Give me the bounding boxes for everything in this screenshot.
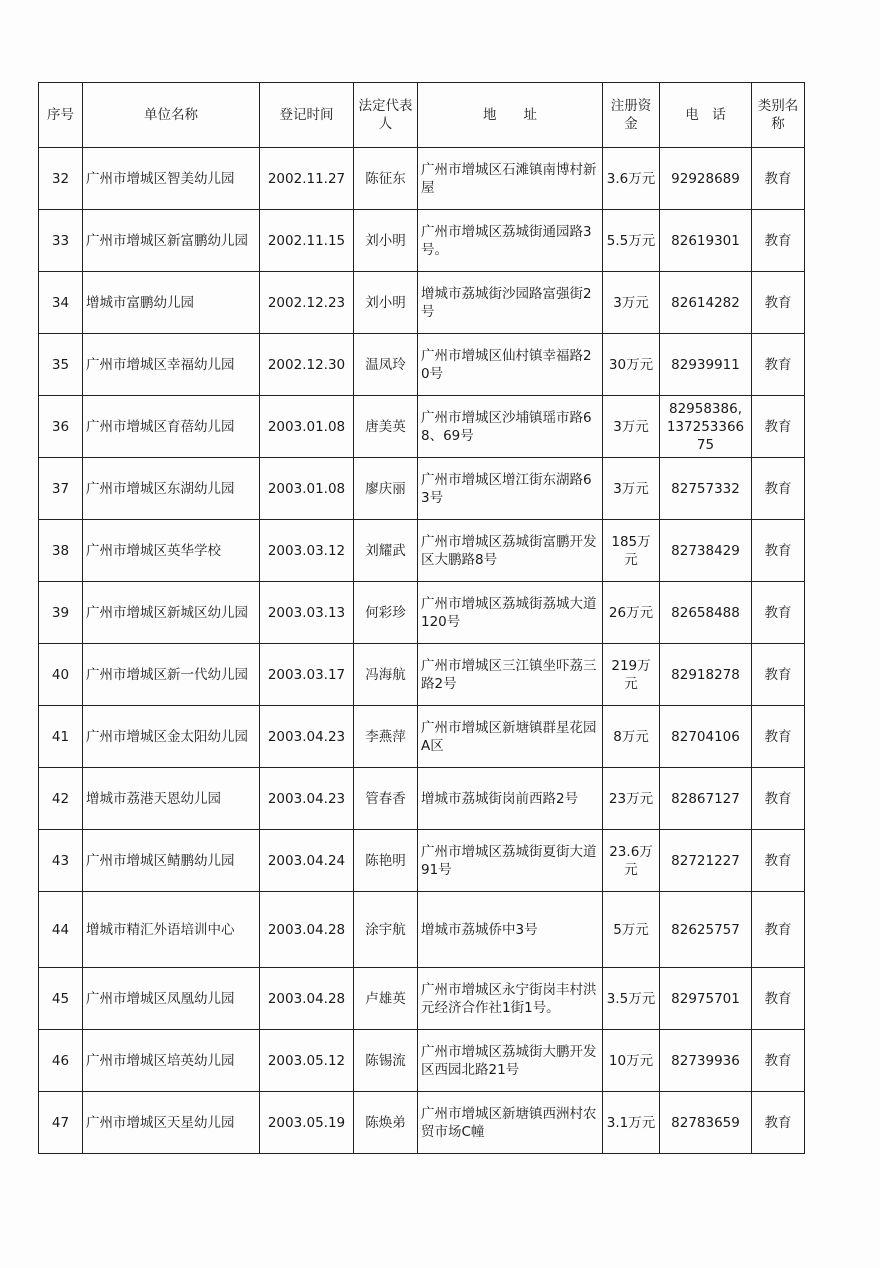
cell-index: 44 <box>39 892 83 968</box>
cell-legal-representative: 陈焕弟 <box>354 1092 418 1154</box>
table-row <box>39 706 805 768</box>
cell-registration-date: 2002.12.30 <box>260 334 354 396</box>
cell-phone: 82867127 <box>660 768 752 830</box>
cell-legal-representative: 刘耀武 <box>354 520 418 582</box>
table-row <box>39 1030 805 1092</box>
cell-category: 教育 <box>752 1092 805 1154</box>
cell-registration-date: 2003.04.23 <box>260 768 354 830</box>
cell-category: 教育 <box>752 272 805 334</box>
cell-address: 广州市增城区荔城街通园路3号。 <box>418 210 603 272</box>
cell-registered-capital: 5.5万元 <box>603 210 660 272</box>
cell-registered-capital: 3万元 <box>603 458 660 520</box>
cell-phone: 82918278 <box>660 644 752 706</box>
cell-unit-name: 广州市增城区幸福幼儿园 <box>83 334 260 396</box>
cell-index: 36 <box>39 396 83 458</box>
cell-category: 教育 <box>752 968 805 1030</box>
cell-legal-representative: 刘小明 <box>354 272 418 334</box>
header-address: 地 址 <box>418 83 603 148</box>
cell-phone: 82619301 <box>660 210 752 272</box>
cell-index: 40 <box>39 644 83 706</box>
cell-address: 广州市增城区仙村镇幸福路20号 <box>418 334 603 396</box>
cell-registration-date: 2003.01.08 <box>260 396 354 458</box>
header-row <box>39 83 805 148</box>
cell-registered-capital: 23万元 <box>603 768 660 830</box>
cell-unit-name: 广州市增城区东湖幼儿园 <box>83 458 260 520</box>
cell-address: 广州市增城区新塘镇西洲村农贸市场C幢 <box>418 1092 603 1154</box>
cell-index: 47 <box>39 1092 83 1154</box>
cell-phone: 82704106 <box>660 706 752 768</box>
cell-registered-capital: 3万元 <box>603 272 660 334</box>
cell-registered-capital: 5万元 <box>603 892 660 968</box>
table-row <box>39 148 805 210</box>
header-phone: 电 话 <box>660 83 752 148</box>
cell-phone: 82783659 <box>660 1092 752 1154</box>
cell-legal-representative: 陈艳明 <box>354 830 418 892</box>
table-body <box>39 148 805 1154</box>
cell-index: 38 <box>39 520 83 582</box>
cell-phone: 82614282 <box>660 272 752 334</box>
cell-unit-name: 增城市富鹏幼儿园 <box>83 272 260 334</box>
cell-phone: 82721227 <box>660 830 752 892</box>
cell-address: 广州市增城区新塘镇群星花园A区 <box>418 706 603 768</box>
cell-registration-date: 2003.01.08 <box>260 458 354 520</box>
cell-registration-date: 2003.04.28 <box>260 968 354 1030</box>
cell-unit-name: 广州市增城区培英幼儿园 <box>83 1030 260 1092</box>
cell-legal-representative: 温凤玲 <box>354 334 418 396</box>
cell-registered-capital: 219万元 <box>603 644 660 706</box>
cell-legal-representative: 廖庆丽 <box>354 458 418 520</box>
cell-category: 教育 <box>752 830 805 892</box>
table-row <box>39 644 805 706</box>
cell-phone: 82975701 <box>660 968 752 1030</box>
header-rep: 法定代表人 <box>354 83 418 148</box>
cell-phone: 82658488 <box>660 582 752 644</box>
cell-legal-representative: 李燕萍 <box>354 706 418 768</box>
cell-registered-capital: 10万元 <box>603 1030 660 1092</box>
cell-phone: 82738429 <box>660 520 752 582</box>
cell-unit-name: 广州市增城区鲭鹏幼儿园 <box>83 830 260 892</box>
cell-address: 广州市增城区沙埔镇瑶市路68、69号 <box>418 396 603 458</box>
cell-unit-name: 增城市精汇外语培训中心 <box>83 892 260 968</box>
table-row <box>39 1092 805 1154</box>
cell-address: 广州市增城区增江街东湖路63号 <box>418 458 603 520</box>
cell-unit-name: 广州市增城区新富鹏幼儿园 <box>83 210 260 272</box>
cell-unit-name: 广州市增城区金太阳幼儿园 <box>83 706 260 768</box>
table-row <box>39 396 805 458</box>
cell-legal-representative: 何彩珍 <box>354 582 418 644</box>
cell-category: 教育 <box>752 706 805 768</box>
cell-index: 42 <box>39 768 83 830</box>
cell-legal-representative: 卢雄英 <box>354 968 418 1030</box>
cell-unit-name: 广州市增城区新一代幼儿园 <box>83 644 260 706</box>
cell-category: 教育 <box>752 210 805 272</box>
cell-unit-name: 广州市增城区智美幼儿园 <box>83 148 260 210</box>
registry-table <box>38 82 805 1154</box>
cell-legal-representative: 陈锡流 <box>354 1030 418 1092</box>
table-row <box>39 458 805 520</box>
cell-registered-capital: 8万元 <box>603 706 660 768</box>
cell-address: 广州市增城区荔城街夏街大道91号 <box>418 830 603 892</box>
cell-registration-date: 2003.03.13 <box>260 582 354 644</box>
cell-address: 增城市荔城街岗前西路2号 <box>418 768 603 830</box>
cell-phone: 82739936 <box>660 1030 752 1092</box>
cell-legal-representative: 冯海航 <box>354 644 418 706</box>
cell-category: 教育 <box>752 644 805 706</box>
cell-category: 教育 <box>752 768 805 830</box>
header-date: 登记时间 <box>260 83 354 148</box>
cell-registered-capital: 30万元 <box>603 334 660 396</box>
cell-phone: 82625757 <box>660 892 752 968</box>
cell-registered-capital: 3万元 <box>603 396 660 458</box>
cell-registration-date: 2003.04.28 <box>260 892 354 968</box>
table-row <box>39 892 805 968</box>
cell-unit-name: 广州市增城区新城区幼儿园 <box>83 582 260 644</box>
cell-category: 教育 <box>752 520 805 582</box>
cell-unit-name: 广州市增城区英华学校 <box>83 520 260 582</box>
cell-index: 33 <box>39 210 83 272</box>
cell-index: 46 <box>39 1030 83 1092</box>
cell-legal-representative: 唐美英 <box>354 396 418 458</box>
cell-address: 增城市荔城侨中3号 <box>418 892 603 968</box>
cell-index: 45 <box>39 968 83 1030</box>
cell-category: 教育 <box>752 582 805 644</box>
cell-unit-name: 广州市增城区天星幼儿园 <box>83 1092 260 1154</box>
cell-registered-capital: 3.6万元 <box>603 148 660 210</box>
header-index: 序号 <box>39 83 83 148</box>
cell-registration-date: 2003.05.12 <box>260 1030 354 1092</box>
header-category: 类别名称 <box>752 83 805 148</box>
cell-address: 广州市增城区荔城街荔城大道120号 <box>418 582 603 644</box>
cell-index: 39 <box>39 582 83 644</box>
cell-phone: 82958386, 13725336675 <box>660 396 752 458</box>
cell-registration-date: 2003.03.12 <box>260 520 354 582</box>
cell-registration-date: 2003.05.19 <box>260 1092 354 1154</box>
cell-category: 教育 <box>752 396 805 458</box>
cell-registered-capital: 3.5万元 <box>603 968 660 1030</box>
cell-index: 35 <box>39 334 83 396</box>
cell-phone: 82757332 <box>660 458 752 520</box>
table-row <box>39 272 805 334</box>
cell-phone: 92928689 <box>660 148 752 210</box>
cell-category: 教育 <box>752 458 805 520</box>
cell-index: 37 <box>39 458 83 520</box>
cell-address: 广州市增城区荔城街富鹏开发区大鹏路8号 <box>418 520 603 582</box>
cell-address: 广州市增城区荔城街大鹏开发区西园北路21号 <box>418 1030 603 1092</box>
cell-registered-capital: 26万元 <box>603 582 660 644</box>
cell-legal-representative: 刘小明 <box>354 210 418 272</box>
cell-address: 广州市增城区三江镇坐吓荔三路2号 <box>418 644 603 706</box>
cell-legal-representative: 涂宇航 <box>354 892 418 968</box>
cell-category: 教育 <box>752 148 805 210</box>
table-row <box>39 968 805 1030</box>
header-capital: 注册资金 <box>603 83 660 148</box>
cell-category: 教育 <box>752 1030 805 1092</box>
cell-address: 广州市增城区永宁街岗丰村洪元经济合作社1街1号。 <box>418 968 603 1030</box>
cell-category: 教育 <box>752 334 805 396</box>
cell-registration-date: 2002.11.27 <box>260 148 354 210</box>
cell-registered-capital: 185万元 <box>603 520 660 582</box>
cell-legal-representative: 陈征东 <box>354 148 418 210</box>
cell-registration-date: 2002.11.15 <box>260 210 354 272</box>
cell-unit-name: 增城市荔港天恩幼儿园 <box>83 768 260 830</box>
cell-legal-representative: 管春香 <box>354 768 418 830</box>
table-row <box>39 334 805 396</box>
table-row <box>39 210 805 272</box>
table-row <box>39 830 805 892</box>
cell-index: 34 <box>39 272 83 334</box>
cell-registered-capital: 3.1万元 <box>603 1092 660 1154</box>
cell-address: 增城市荔城街沙园路富强街2号 <box>418 272 603 334</box>
header-name: 单位名称 <box>83 83 260 148</box>
table-row <box>39 768 805 830</box>
cell-phone: 82939911 <box>660 334 752 396</box>
cell-index: 41 <box>39 706 83 768</box>
cell-address: 广州市增城区石滩镇南博村新屋 <box>418 148 603 210</box>
cell-registration-date: 2003.04.23 <box>260 706 354 768</box>
cell-category: 教育 <box>752 892 805 968</box>
cell-unit-name: 广州市增城区育蓓幼儿园 <box>83 396 260 458</box>
cell-registration-date: 2002.12.23 <box>260 272 354 334</box>
cell-registration-date: 2003.03.17 <box>260 644 354 706</box>
cell-registered-capital: 23.6万元 <box>603 830 660 892</box>
table-row <box>39 582 805 644</box>
cell-unit-name: 广州市增城区凤凰幼儿园 <box>83 968 260 1030</box>
table-row <box>39 520 805 582</box>
cell-registration-date: 2003.04.24 <box>260 830 354 892</box>
cell-index: 32 <box>39 148 83 210</box>
cell-index: 43 <box>39 830 83 892</box>
